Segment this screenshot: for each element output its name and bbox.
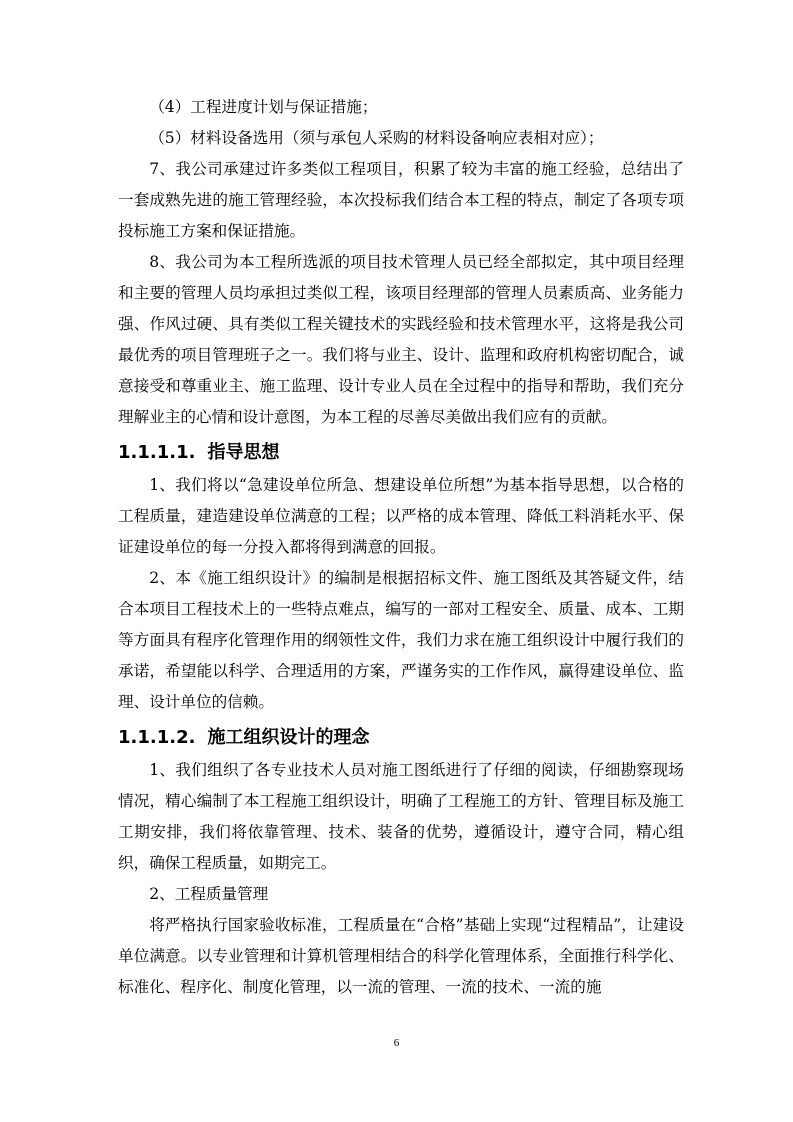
section1-paragraph-2: 2、本《施工组织设计》的编制是根据招标文件、施工图纸及其答疑文件，结合本项目工程技术上的一些特点难点，编写的一部对工程安全、质量、成本、工期等方面具有程序化管理作用的纲领性文件，我们力求在施工组织设计中履行我们的承诺，希望能以科学、合理适用的方案，严谨务实的工作作风，赢得建设单位、监理、设计单位的信赖。: [118, 569, 684, 711]
section2-paragraph-3: 将严格执行国家验收标准，工程质量在“合格”基础上实现“过程精品”，让建设单位满意。以专业管理和计算机管理相结合的科学化管理体系，全面推行科学化、标准化、程序化、制度化管理，以一流的管理、一流的技术、一流的施: [118, 916, 684, 996]
paragraph-8: 8、我公司为本工程所选派的项目技术管理人员已经全部拟定，其中项目经理和主要的管理人员均承担过类似工程，该项目经理部的管理人员素质高、业务能力强、作风过硬、具有类似工程关键技术的实践经验和技术管理水平，这将是我公司最优秀的项目管理班子之一。我们将与业主、设计、监理和政府机构密切配合，诚意接受和尊重业主、施工监理、设计专业人员在全过程中的指导和帮助，我们充分理解业主的心情和设计意图，为本工程的尽善尽美做出我们应有的贡献。: [118, 253, 684, 426]
section-number: 1.1.1.2.: [118, 727, 196, 748]
paragraph-item-4: （4）工程进度计划与保证措施；: [149, 98, 378, 116]
section-number: 1.1.1.1.: [118, 442, 196, 463]
section2-paragraph-1: 1、我们组织了各专业技术人员对施工图纸进行了仔细的阅读，仔细勘察现场情况，精心编制了本工程施工组织设计，明确了工程施工的方针、管理目标及施工工期安排，我们将依靠管理、技术、装备的优势，遵循设计，遵守合同，精心组织，确保工程质量，如期完工。: [118, 761, 684, 872]
section2-paragraph-2: 2、工程质量管理: [149, 885, 269, 903]
section-title: 施工组织设计的理念: [207, 727, 370, 748]
section-heading-guiding-ideology: [118, 436, 684, 470]
page-number: 6: [393, 1037, 400, 1049]
section1-paragraph-1: 1、我们将以“急建设单位所急、想建设单位所想”为基本指导思想，以合格的工程质量，建造建设单位满意的工程；以严格的成本管理、降低工料消耗水平、保证建设单位的每一分投入都将得到满意的回报。: [118, 476, 684, 556]
section-title: 指导思想: [207, 442, 280, 463]
page-content: [118, 92, 684, 1003]
section-heading-design-concept: [118, 721, 684, 755]
paragraph-7: 7、我公司承建过许多类似工程项目，积累了较为丰富的施工经验，总结出了一套成熟先进的施工管理经验，本次投标我们结合本工程的特点，制定了各项专项投标施工方案和保证措施。: [118, 160, 684, 240]
paragraph-item-5: （5）材料设备选用（须与承包人采购的材料设备响应表相对应）；: [149, 129, 604, 147]
